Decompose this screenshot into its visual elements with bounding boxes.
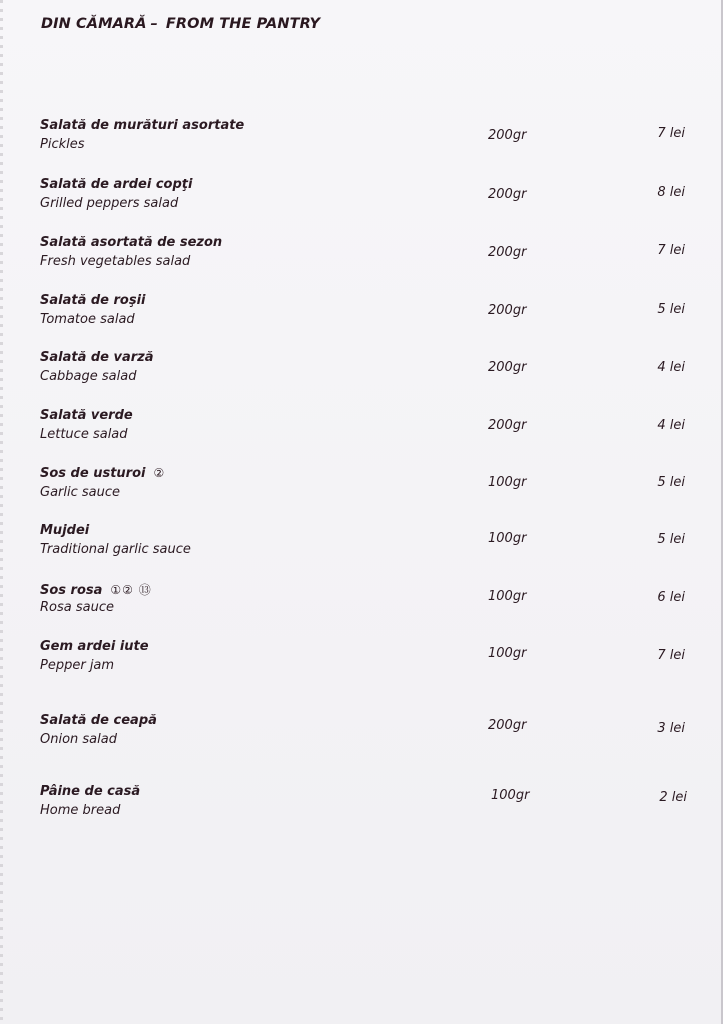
item-name-en: Pepper jam <box>40 658 115 673</box>
menu-item <box>0 784 723 824</box>
item-quantity: 100gr <box>488 475 527 490</box>
menu-item <box>0 581 723 621</box>
item-name-ro: Salată verde <box>40 408 133 423</box>
item-quantity: 100gr <box>488 646 527 661</box>
item-quantity: 200gr <box>488 418 527 433</box>
item-name-ro: Sos rosa ①② ⑬ <box>40 583 152 598</box>
item-name-ro: Mujdei <box>40 523 90 538</box>
item-quantity: 100gr <box>488 589 527 604</box>
item-name-en: Garlic sauce <box>40 485 121 500</box>
section-title-ro: DIN CĂMARĂ <box>41 16 147 32</box>
menu-item <box>0 523 723 563</box>
item-price: 2 lei <box>659 790 687 805</box>
item-quantity: 200gr <box>488 128 527 143</box>
item-quantity: 200gr <box>488 187 527 202</box>
menu-item <box>0 235 723 275</box>
item-price: 5 lei <box>657 475 685 490</box>
item-quantity: 100gr <box>491 788 530 803</box>
item-quantity: 200gr <box>488 245 527 260</box>
allergen-markers: ①② ⑬ <box>110 583 152 597</box>
item-name-ro: Salată de murături asortate <box>40 118 245 133</box>
item-price: 5 lei <box>657 532 685 547</box>
item-price: 7 lei <box>657 126 685 141</box>
item-quantity: 200gr <box>488 718 527 733</box>
section-title <box>41 16 320 32</box>
item-price: 7 lei <box>657 648 685 663</box>
item-price: 5 lei <box>657 302 685 317</box>
item-price: 8 lei <box>657 185 685 200</box>
item-name-en: Tomatoe salad <box>40 312 135 327</box>
item-quantity: 100gr <box>488 531 527 546</box>
item-price: 4 lei <box>657 360 685 375</box>
item-name-ro: Salată asortată de sezon <box>40 235 223 250</box>
item-name-en: Onion salad <box>40 732 117 747</box>
item-name-en: Pickles <box>40 137 85 152</box>
item-name-en: Traditional garlic sauce <box>40 542 191 557</box>
menu-item <box>0 293 723 333</box>
menu-item <box>0 350 723 390</box>
allergen-markers: ② <box>153 466 166 480</box>
item-name-en: Grilled peppers salad <box>40 196 179 211</box>
item-name-ro: Sos de usturoi ② <box>40 466 166 481</box>
menu-item <box>0 713 723 753</box>
item-name-ro: Salată de ceapă <box>40 713 157 728</box>
item-name-ro: Pâine de casă <box>40 784 141 799</box>
section-title-separator: – <box>150 16 158 32</box>
item-quantity: 200gr <box>488 303 527 318</box>
item-price: 4 lei <box>657 418 685 433</box>
item-name-en: Rosa sauce <box>40 600 114 615</box>
item-price: 7 lei <box>657 243 685 258</box>
item-quantity: 200gr <box>488 360 527 375</box>
item-name-en: Fresh vegetables salad <box>40 254 191 269</box>
section-title-en: FROM THE PANTRY <box>165 16 321 32</box>
menu-item <box>0 118 723 158</box>
item-name-ro: Salată de ardei copţi <box>40 177 193 192</box>
item-name-en: Lettuce salad <box>40 427 128 442</box>
item-price: 3 lei <box>657 721 685 736</box>
menu-item <box>0 408 723 448</box>
item-price: 6 lei <box>657 590 685 605</box>
item-name-en: Cabbage salad <box>40 369 137 384</box>
menu-item <box>0 177 723 217</box>
menu-item <box>0 466 723 506</box>
menu-item <box>0 639 723 679</box>
item-name-ro: Salată de varză <box>40 350 154 365</box>
item-name-ro: Salată de roşii <box>40 293 146 308</box>
item-name-ro: Gem ardei iute <box>40 639 149 654</box>
item-name-en: Home bread <box>40 803 121 818</box>
